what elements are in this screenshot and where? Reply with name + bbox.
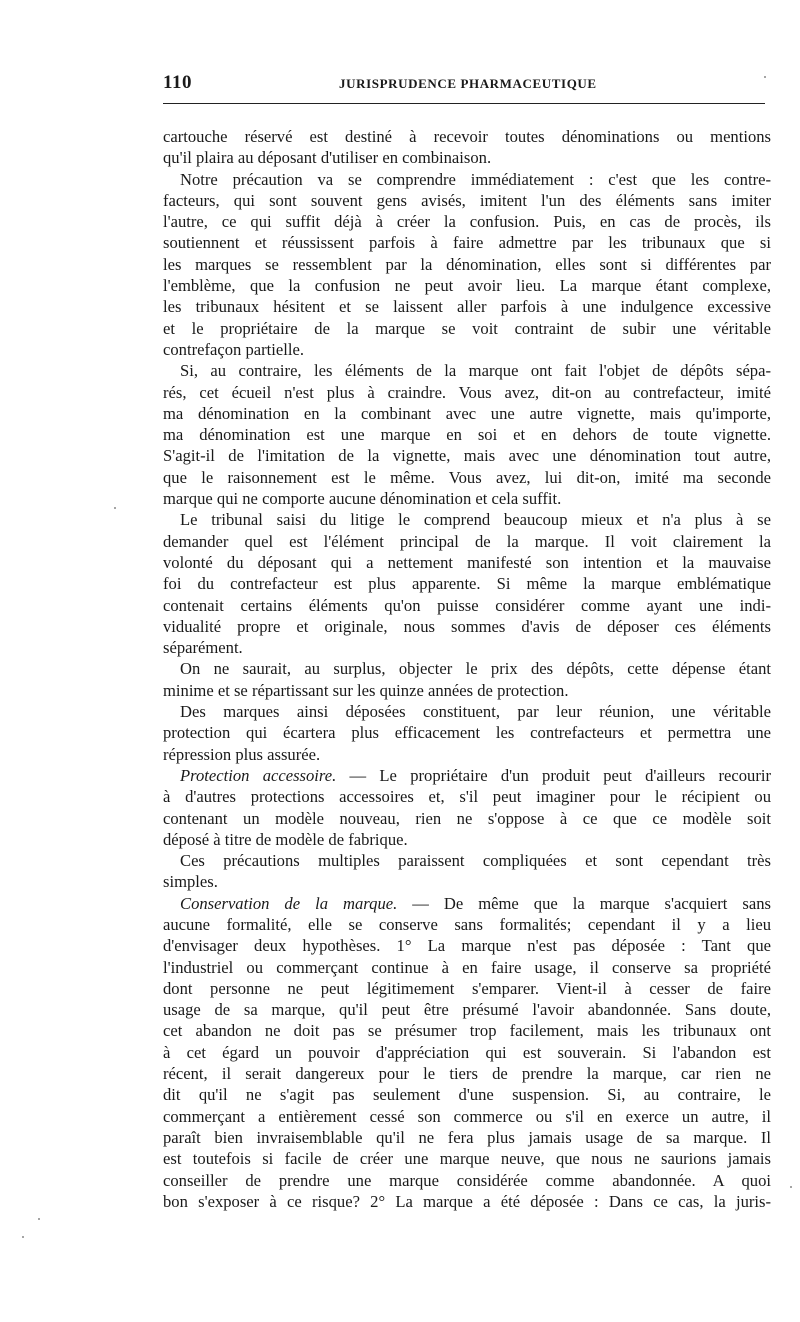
text-line: marque qui ne comporte aucune dénomination et cela suffit. — [163, 489, 562, 509]
text-line: d'envisager deux hypothèses. 1° La marque n'est pas déposée : Tant que — [163, 936, 771, 956]
section-lead: Conservation de la marque. — [180, 893, 398, 913]
text-line: répression plus assurée. — [163, 744, 321, 764]
text-line: bon s'exposer à ce risque? 2° La marque a été déposée : Dans ce cas, la juris- — [163, 1191, 771, 1211]
text-line: vidualité propre et originale, nous sommes d'avis de déposer ces éléments — [163, 616, 771, 636]
text-line: conseiller de prendre une marque considérée comme abandonnée. A quoi — [163, 1170, 771, 1190]
text-line: à d'autres protections accessoires et, s'il peut imaginer pour le récipient ou — [163, 787, 771, 807]
text-line: cartouche réservé est destiné à recevoir toutes dénominations ou mentions — [163, 127, 771, 146]
text-line: l'autre, ce qui suffit déjà à créer la confusion. Puis, en cas de procès, ils — [163, 212, 771, 232]
text-line: à cet égard un pouvoir d'appréciation qui est souverain. Si l'abandon est — [163, 1042, 771, 1062]
text-line: On ne saurait, au surplus, objecter le prix des dépôts, cette dépense étant — [180, 659, 771, 679]
text-line: Notre précaution va se comprendre immédiatement : c'est que les contre- — [180, 169, 771, 189]
text-run: — De même que la marque s'acquiert sans — [397, 893, 772, 913]
text-line: les tribunaux hésitent et se laissent aller parfois à une indulgence excessive — [163, 297, 771, 317]
text-line: l'emblème, que la confusion ne peut avoir lieu. La marque étant complexe, — [163, 276, 771, 296]
scan-speck — [22, 1236, 24, 1238]
text-line: contenait certains éléments qu'on puisse considérer comme ayant une indi- — [163, 595, 771, 615]
text-line: minime et se répartissant sur les quinze années de protection. — [163, 680, 569, 700]
text-line: Le tribunal saisi du litige le comprend beaucoup mieux et n'a plus à se — [180, 510, 771, 530]
text-line: commerçant a entièrement cessé son commerce ou s'il en exerce un autre, il — [163, 1106, 771, 1126]
text-line: S'agit-il de l'imitation de la vignette, mais avec une dénomination tout autre, — [163, 446, 771, 466]
text-line: contrefaçon partielle. — [163, 339, 304, 359]
text-line: dit qu'il ne s'agit pas seulement d'une suspension. Si, au contraire, le — [163, 1085, 771, 1105]
scan-speck — [790, 1186, 792, 1188]
text-line: séparément. — [163, 638, 243, 658]
text-line — [163, 893, 771, 914]
text-line: dont personne ne peut légitimement s'emparer. Vient-il à cesser de faire — [163, 978, 771, 998]
text-line: qu'il plaira au déposant d'utiliser en combinaison. — [163, 148, 492, 168]
scan-speck — [38, 1218, 40, 1220]
header-rule — [163, 103, 765, 104]
text-line: demander quel est l'élément principal de la marque. Il voit clairement la — [163, 531, 771, 551]
running-title: JURISPRUDENCE PHARMACEUTIQUE — [339, 76, 597, 91]
text-line: facteurs, qui sont souvent gens avisés, imitent l'un des éléments sans imiter — [163, 190, 771, 210]
text-line: déposé à titre de modèle de fabrique. — [163, 829, 408, 849]
body-text — [163, 126, 771, 1212]
text-line: l'industriel ou commerçant continue à en faire usage, il conserve sa propriété — [163, 957, 771, 977]
text-line: aucune formalité, elle se conserve sans formalités; cependant il y a lieu — [163, 914, 771, 934]
text-line: usage de sa marque, qu'il peut être présumé l'avoir abandonnée. Sans doute, — [163, 1000, 771, 1020]
page-number: 110 — [163, 72, 192, 93]
text-line: ma dénomination est une marque en soi et en dehors de toute vignette. — [163, 425, 771, 445]
scan-speck — [114, 507, 116, 509]
text-line: paraît bien invraisemblable qu'il ne fera plus jamais usage de sa marque. Il — [163, 1127, 771, 1147]
text-line: récent, il serait dangereux pour le tiers de prendre la marque, car rien ne — [163, 1064, 771, 1084]
text-line: Ces précautions multiples paraissent compliquées et sont cependant très — [180, 851, 771, 871]
text-line: est toutefois si facile de créer une marque neuve, que nous ne saurions jamais — [163, 1149, 771, 1169]
text-line: cet abandon ne doit pas se présumer trop facilement, mais les tribunaux ont — [163, 1021, 771, 1041]
scan-speck — [764, 76, 766, 78]
text-line: volonté du déposant qui a nettement manifesté son intention et la mauvaise — [163, 552, 771, 572]
text-line: contenant un modèle nouveau, rien ne s'oppose à ce que ce modèle soit — [163, 808, 771, 828]
text-run: — Le propriétaire d'un produit peut d'ailleurs recourir — [336, 765, 771, 785]
text-line: et le propriétaire de la marque se voit contraint de subir une véritable — [163, 318, 771, 338]
text-line: foi du contrefacteur est plus apparente. Si même la marque emblématique — [163, 574, 771, 594]
text-line: simples. — [163, 872, 218, 892]
text-line: protection qui écartera plus efficacement les contrefacteurs et permettra une — [163, 723, 771, 743]
text-line: Des marques ainsi déposées constituent, par leur réunion, une véritable — [180, 702, 771, 722]
text-line: Si, au contraire, les éléments de la marque ont fait l'objet de dépôts sépa- — [180, 361, 771, 381]
text-line: soutiennent et réussissent parfois à faire admettre par les tribunaux que si — [163, 233, 771, 253]
text-line: rés, cet écueil n'est plus à craindre. Vous avez, dit-on au contrefacteur, imité — [163, 382, 771, 402]
section-lead: Protection accessoire. — [180, 765, 337, 785]
text-line: ma dénomination en la combinant avec une autre vignette, mais qu'importe, — [163, 403, 771, 423]
text-line: les marques se ressemblent par la dénomination, elles sont si différentes par — [163, 254, 771, 274]
page-header — [163, 72, 765, 98]
text-line: que le raisonnement est le même. Vous avez, lui dit-on, imité ma seconde — [163, 467, 771, 487]
text-line — [163, 765, 771, 786]
